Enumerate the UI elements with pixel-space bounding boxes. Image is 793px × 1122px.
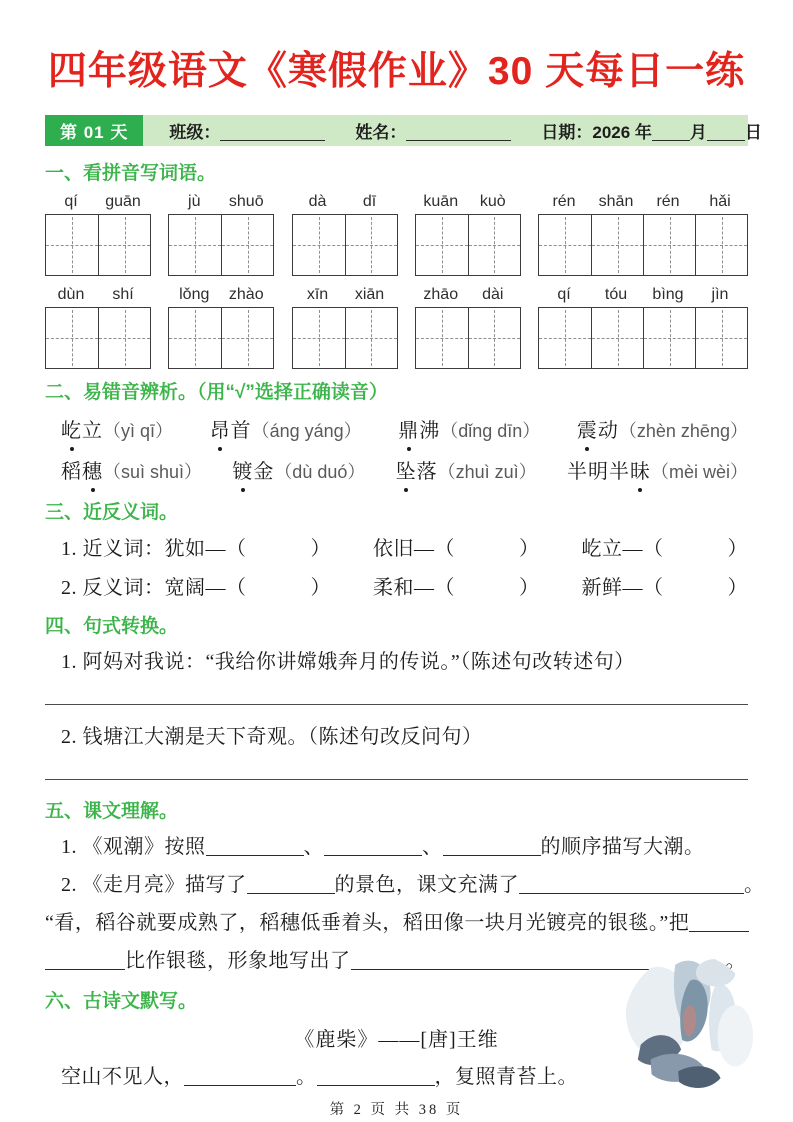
- question-text: 的顺序描写大潮。: [540, 836, 705, 858]
- ink-wash-mountain-painting: [621, 950, 759, 1100]
- pinyin-options: （dǐng dīn）: [440, 421, 541, 441]
- line-prefix: 1. 近义词：: [61, 538, 165, 560]
- dash-open-paren: —（: [205, 538, 247, 560]
- writing-cell: [695, 215, 747, 275]
- dash-open-paren: —（: [205, 577, 247, 599]
- writing-cell: [643, 215, 695, 275]
- pinyin-syllables: [168, 192, 274, 212]
- pinyin-syllable: dài: [482, 286, 504, 303]
- word: 新鲜: [581, 577, 623, 599]
- section-4-heading: 四、句式转换。: [45, 616, 179, 637]
- writing-boxes: [538, 307, 748, 369]
- writing-boxes: [415, 214, 521, 276]
- pinyin-syllable: tóu: [604, 286, 628, 303]
- pinyin-syllables: [415, 192, 521, 212]
- page-title: 四年级语文《寒假作业》30 天每日一练: [47, 50, 746, 93]
- pronunciation-entry: [61, 457, 202, 487]
- writing-cell: [416, 215, 468, 275]
- class-label: 班级：: [169, 123, 221, 142]
- pinyin-syllable: kuò: [479, 193, 506, 210]
- fill-blank: [443, 836, 541, 856]
- dash-open-paren: —（: [622, 538, 664, 560]
- writing-cell: [169, 308, 221, 368]
- pinyin-syllable: qí: [64, 193, 78, 210]
- pronunciation-entry: [396, 457, 537, 487]
- word-part: 沸: [419, 420, 441, 442]
- pinyin-syllable: lǒng: [179, 286, 210, 303]
- pinyin-syllable: qí: [557, 286, 571, 303]
- pinyin-syllables: [292, 192, 398, 212]
- quote-line: [45, 909, 748, 938]
- writing-cell: [46, 308, 98, 368]
- comprehension-item: [45, 871, 765, 900]
- pinyin-options: （zhuì zuì）: [437, 462, 537, 482]
- writing-cell: [539, 215, 591, 275]
- pinyin-syllable: zhāo: [423, 286, 459, 303]
- word-part: 金: [253, 461, 275, 483]
- comprehension-item: [45, 833, 748, 862]
- word: 屹立: [581, 538, 623, 560]
- writing-boxes: [168, 307, 274, 369]
- pinyin-options: （yì qī）: [103, 421, 174, 441]
- dotted-character: 昧: [630, 457, 651, 487]
- section-5-heading: 五、课文理解。: [45, 801, 179, 822]
- sentence-transform-item: 2. 钱塘江大潮是天下奇观。（陈述句改反问句）: [61, 726, 483, 748]
- close-paren: ）: [310, 577, 331, 599]
- name-blank: [406, 124, 511, 141]
- section-1-heading: 一、看拼音写词语。: [45, 163, 217, 184]
- writing-cell: [468, 215, 520, 275]
- pinyin-syllable: kuān: [423, 193, 459, 210]
- pinyin-syllable: dī: [362, 193, 377, 210]
- pinyin-row: [45, 192, 748, 276]
- writing-cell: [345, 215, 397, 275]
- word-part: 首: [230, 420, 252, 442]
- class-field: [169, 118, 325, 143]
- pinyin-syllables: [45, 192, 151, 212]
- dash-open-paren: —（: [622, 577, 664, 599]
- synonym-item: [373, 534, 540, 564]
- name-field: [355, 118, 511, 143]
- writing-boxes: [45, 307, 151, 369]
- pronunciation-entry: [567, 457, 748, 487]
- dotted-character: 坠: [396, 457, 417, 487]
- target-word: [396, 461, 438, 483]
- pinyin-syllable: guān: [105, 193, 141, 210]
- word-part: 落: [416, 461, 438, 483]
- close-paren: ）: [519, 538, 540, 560]
- pinyin-options: （mèi wèi）: [650, 462, 748, 482]
- pinyin-word-group: [292, 285, 398, 369]
- word-part: 半明半: [566, 461, 630, 483]
- synonym-line: [45, 534, 748, 564]
- pronunciation-entry: [398, 416, 540, 446]
- section-2-heading: 二、易错音辨析。（用“√”选择正确读音）: [45, 382, 388, 403]
- close-paren: ）: [310, 538, 331, 560]
- writing-cell: [293, 215, 345, 275]
- dotted-character: 震: [577, 416, 598, 446]
- word-part: 稻: [61, 461, 82, 483]
- target-word: [210, 420, 252, 442]
- writing-cell: [643, 308, 695, 368]
- pinyin-word-group: [168, 285, 274, 369]
- word: 依旧: [373, 538, 414, 560]
- word-part: 动: [597, 420, 619, 442]
- pinyin-syllables: [538, 192, 748, 212]
- writing-boxes: [45, 214, 151, 276]
- month-blank: [652, 124, 690, 141]
- question-text: 。: [744, 874, 765, 896]
- writing-boxes: [168, 214, 274, 276]
- writing-cell: [221, 308, 273, 368]
- pinyin-word-group: [168, 192, 274, 276]
- question-text: 的景色，课文充满了: [334, 874, 519, 896]
- pronunciation-entry: [577, 416, 748, 446]
- fill-blank: [206, 836, 304, 856]
- antonym-item: [582, 573, 749, 603]
- pinyin-options: （zhèn zhēng）: [618, 421, 748, 441]
- question-text: 1. 《观潮》按照: [61, 836, 206, 858]
- synonym-item: [582, 534, 749, 564]
- pinyin-syllable: xiān: [354, 286, 385, 303]
- pinyin-syllables: [292, 285, 398, 305]
- writing-cell: [416, 308, 468, 368]
- day-badge: 第 01 天: [45, 115, 143, 146]
- pinyin-syllable: bìng: [652, 286, 684, 303]
- pinyin-word-group: [292, 192, 398, 276]
- fill-blank: [184, 1066, 296, 1086]
- pronunciation-line: [45, 416, 748, 446]
- writing-cell: [98, 215, 150, 275]
- answer-blank-line: [45, 704, 748, 705]
- pinyin-syllables: [168, 285, 274, 305]
- pinyin-syllable: rén: [656, 193, 680, 210]
- writing-cell: [98, 308, 150, 368]
- section-3-heading: 三、近反义词。: [45, 502, 179, 523]
- pinyin-syllable: shuō: [228, 193, 264, 210]
- page-number: 第 2 页 共 38 页: [329, 1102, 464, 1118]
- fill-blank: [317, 1066, 435, 1086]
- pinyin-syllable: zhào: [228, 286, 264, 303]
- writing-cell: [221, 215, 273, 275]
- writing-boxes: [415, 307, 521, 369]
- info-bar: [45, 115, 762, 146]
- poem-text: ，复照青苔上。: [434, 1066, 578, 1088]
- separator: 、: [303, 836, 324, 858]
- dotted-character: 鼎: [398, 416, 419, 446]
- pinyin-syllable: rén: [552, 193, 576, 210]
- poem-text: 。: [296, 1066, 317, 1088]
- dotted-character: 屹: [61, 416, 82, 446]
- name-label: 姓名：: [355, 123, 407, 142]
- fill-blank: [689, 912, 749, 932]
- class-blank: [220, 124, 325, 141]
- answer-blank-line: [45, 779, 748, 780]
- target-word: [61, 420, 103, 442]
- pinyin-syllable: shí: [112, 286, 134, 303]
- writing-cell: [539, 308, 591, 368]
- pinyin-syllable: dà: [308, 193, 327, 210]
- word: 宽阔: [164, 577, 206, 599]
- quote-text: “看，稻谷就要成熟了，稻穗低垂着头，稻田像一块月光镀亮的银毯。”把: [45, 912, 690, 934]
- pinyin-syllables: [415, 285, 521, 305]
- pinyin-syllable: jìn: [711, 286, 729, 303]
- pinyin-word-group: [415, 285, 521, 369]
- date-label: 日期：2026 年: [541, 123, 652, 142]
- pronunciation-entry: [61, 416, 173, 446]
- pinyin-word-group: [415, 192, 521, 276]
- fill-blank: [45, 950, 125, 970]
- target-word: [61, 461, 103, 483]
- writing-cell: [46, 215, 98, 275]
- target-word: [567, 461, 651, 483]
- pinyin-options: （áng yáng）: [251, 421, 362, 441]
- pinyin-options: （suì shuì）: [103, 462, 203, 482]
- dash-open-paren: —（: [414, 538, 455, 560]
- pinyin-syllable: hǎi: [709, 193, 731, 210]
- writing-cell: [169, 215, 221, 275]
- month-label: 月: [689, 123, 707, 142]
- pinyin-syllables: [45, 285, 151, 305]
- pinyin-word-group: [538, 192, 748, 276]
- target-word: [398, 420, 440, 442]
- dotted-character: 穗: [82, 457, 103, 487]
- pinyin-syllables: [538, 285, 748, 305]
- poem-title: 《鹿柴》——[唐]王维: [294, 1029, 499, 1051]
- pinyin-syllable: dùn: [57, 286, 85, 303]
- target-word: [232, 461, 274, 483]
- antonym-line: [45, 573, 748, 603]
- writing-boxes: [292, 214, 398, 276]
- word-part: 立: [82, 420, 103, 442]
- writing-boxes: [538, 214, 748, 276]
- separator: 、: [422, 836, 443, 858]
- target-word: [577, 420, 619, 442]
- antonym-item: [61, 573, 331, 603]
- writing-boxes: [292, 307, 398, 369]
- pinyin-syllable: shān: [598, 193, 634, 210]
- pinyin-word-group: [45, 192, 151, 276]
- fill-blank: [247, 874, 335, 894]
- pinyin-word-group: [538, 285, 748, 369]
- sentence-transform-item: 1. 阿妈对我说：“我给你讲嫦娥奔月的传说。”（陈述句改转述句）: [61, 651, 635, 673]
- pinyin-syllable: jù: [188, 193, 201, 210]
- pinyin-word-group: [45, 285, 151, 369]
- question-text: 2. 《走月亮》描写了: [61, 874, 247, 896]
- synonym-item: [61, 534, 331, 564]
- fill-blank: [519, 874, 744, 894]
- dotted-character: 昂: [210, 416, 231, 446]
- poem-text: 空山不见人，: [61, 1066, 184, 1088]
- day-blank: [707, 124, 745, 141]
- pinyin-syllable: xīn: [306, 286, 329, 303]
- line-prefix: 2. 反义词：: [61, 577, 165, 599]
- close-paren: ）: [519, 577, 540, 599]
- close-paren: ）: [727, 577, 748, 599]
- writing-cell: [293, 308, 345, 368]
- fill-blank: [324, 836, 422, 856]
- writing-cell: [345, 308, 397, 368]
- dotted-character: 镀: [232, 457, 253, 487]
- close-paren: ）: [727, 538, 748, 560]
- word: 柔和: [373, 577, 414, 599]
- period: 。: [725, 950, 746, 972]
- day-label: 日: [744, 123, 762, 142]
- pronunciation-entry: [232, 457, 365, 487]
- pinyin-writing-area: [45, 192, 748, 369]
- writing-cell: [591, 215, 643, 275]
- pronunciation-entry: [210, 416, 362, 446]
- dash-open-paren: —（: [414, 577, 455, 599]
- pinyin-row: [45, 285, 748, 369]
- writing-cell: [468, 308, 520, 368]
- writing-cell: [695, 308, 747, 368]
- section-6-heading: 六、古诗文默写。: [45, 991, 198, 1012]
- question-text: 比作银毯，形象地写出了: [125, 950, 351, 972]
- antonym-item: [373, 573, 540, 603]
- word: 犹如: [164, 538, 206, 560]
- date-field: [541, 118, 762, 143]
- pinyin-options: （dù duó）: [274, 462, 366, 482]
- writing-cell: [591, 308, 643, 368]
- pronunciation-line: [45, 457, 748, 487]
